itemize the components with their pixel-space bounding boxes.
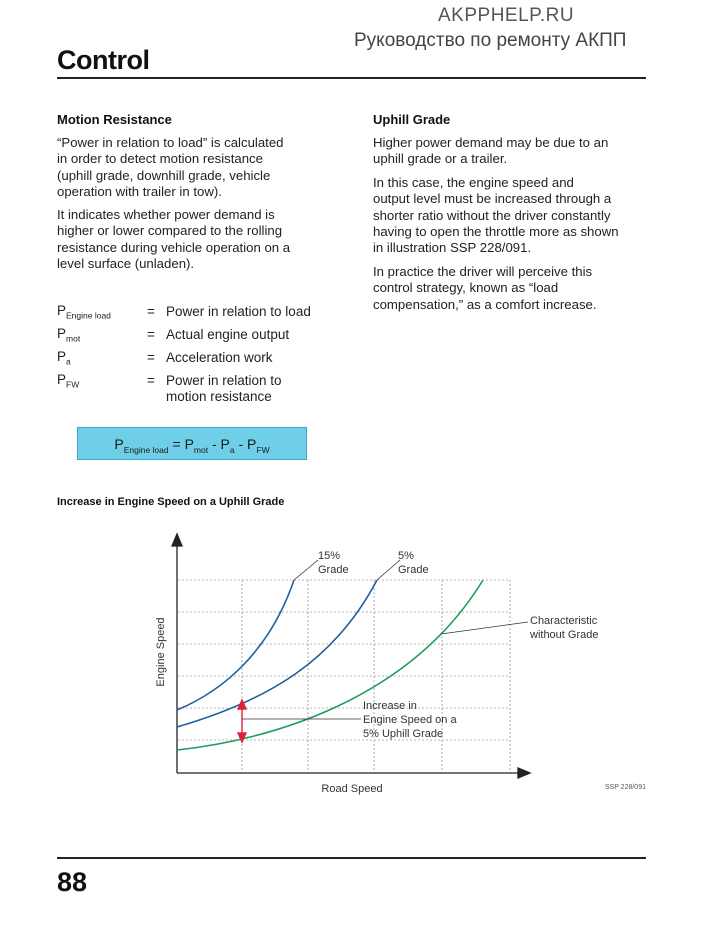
uphill-grade-para-3: In practice the driver will perceive this control strategy, known as “load compensation,” as a comfort increase. xyxy=(373,264,597,312)
watermark-subtitle: Руководство по ремонту АКПП xyxy=(354,30,627,51)
definition-symbol: $P_{FW}$ xyxy=(57,372,80,390)
axes xyxy=(172,534,530,778)
top-divider xyxy=(57,77,646,79)
y-axis-label: Engine Speed xyxy=(155,617,167,687)
x-axis-label: Road Speed xyxy=(321,783,383,795)
annotation-no-grade: Characteristic without Grade xyxy=(530,615,599,641)
series-line-grade5 xyxy=(177,580,377,727)
definition-meaning: Power in relation to load xyxy=(166,304,311,319)
page-number: 88 xyxy=(57,867,88,897)
motion-resistance-para-1: “Power in relation to load” is calculated in order to detect motion resistance (uphill grade, downhill grade, vehicle operation with trailer in tow). xyxy=(57,135,284,199)
definition-symbol: $P_{Engine load}$ xyxy=(57,303,111,321)
definition-equals: = xyxy=(147,327,155,342)
annotation-5-grade: 5% Grade xyxy=(398,550,429,576)
motion-resistance-heading: Motion Resistance xyxy=(57,112,172,127)
definition-meaning: Actual engine output xyxy=(166,327,290,342)
motion-resistance-para-2: It indicates whether power demand is higher or lower compared to the rolling resistance during vehicle operation on a level surface (unladen). xyxy=(57,207,291,271)
engine-speed-chart xyxy=(150,530,650,800)
definition-equals: = xyxy=(147,304,155,319)
definition-meaning: Power in relation to motion resistance xyxy=(166,373,282,404)
uphill-grade-heading: Uphill Grade xyxy=(373,112,451,127)
watermark-site: AKPPHELP.RU xyxy=(438,5,575,26)
chart-title: Increase in Engine Speed on a Uphill Grade xyxy=(57,496,285,508)
grid xyxy=(178,580,510,772)
figure-id: SSP 228/091 xyxy=(604,784,646,791)
definition-symbol: $P_a$ xyxy=(57,349,71,367)
annotation-increase: Increase in Engine Speed on a 5% Uphill Grade xyxy=(363,700,457,740)
annotation-15-grade: 15% Grade xyxy=(318,550,349,576)
definition-equals: = xyxy=(147,373,155,388)
definition-meaning: Acceleration work xyxy=(166,350,273,365)
uphill-grade-para-2: In this case, the engine speed and output level must be increased through a shorter ratio without the driver constantly having to open the throttle more as shown in illustration SSP 228/091. xyxy=(373,175,619,256)
formula-box: $P_{Engine load} = P_{mot} - P_a - P_{FW}$ xyxy=(77,427,307,460)
page-title: Control xyxy=(57,45,150,75)
definition-equals: = xyxy=(147,350,155,365)
bottom-divider xyxy=(57,857,646,859)
increase-arrow xyxy=(238,700,246,742)
series-line-grade15 xyxy=(177,580,294,710)
leader-lines xyxy=(242,560,528,719)
definition-symbol: $P_{mot}$ xyxy=(57,326,81,344)
uphill-grade-para-1: Higher power demand may be due to an uphill grade or a trailer. xyxy=(373,135,609,167)
